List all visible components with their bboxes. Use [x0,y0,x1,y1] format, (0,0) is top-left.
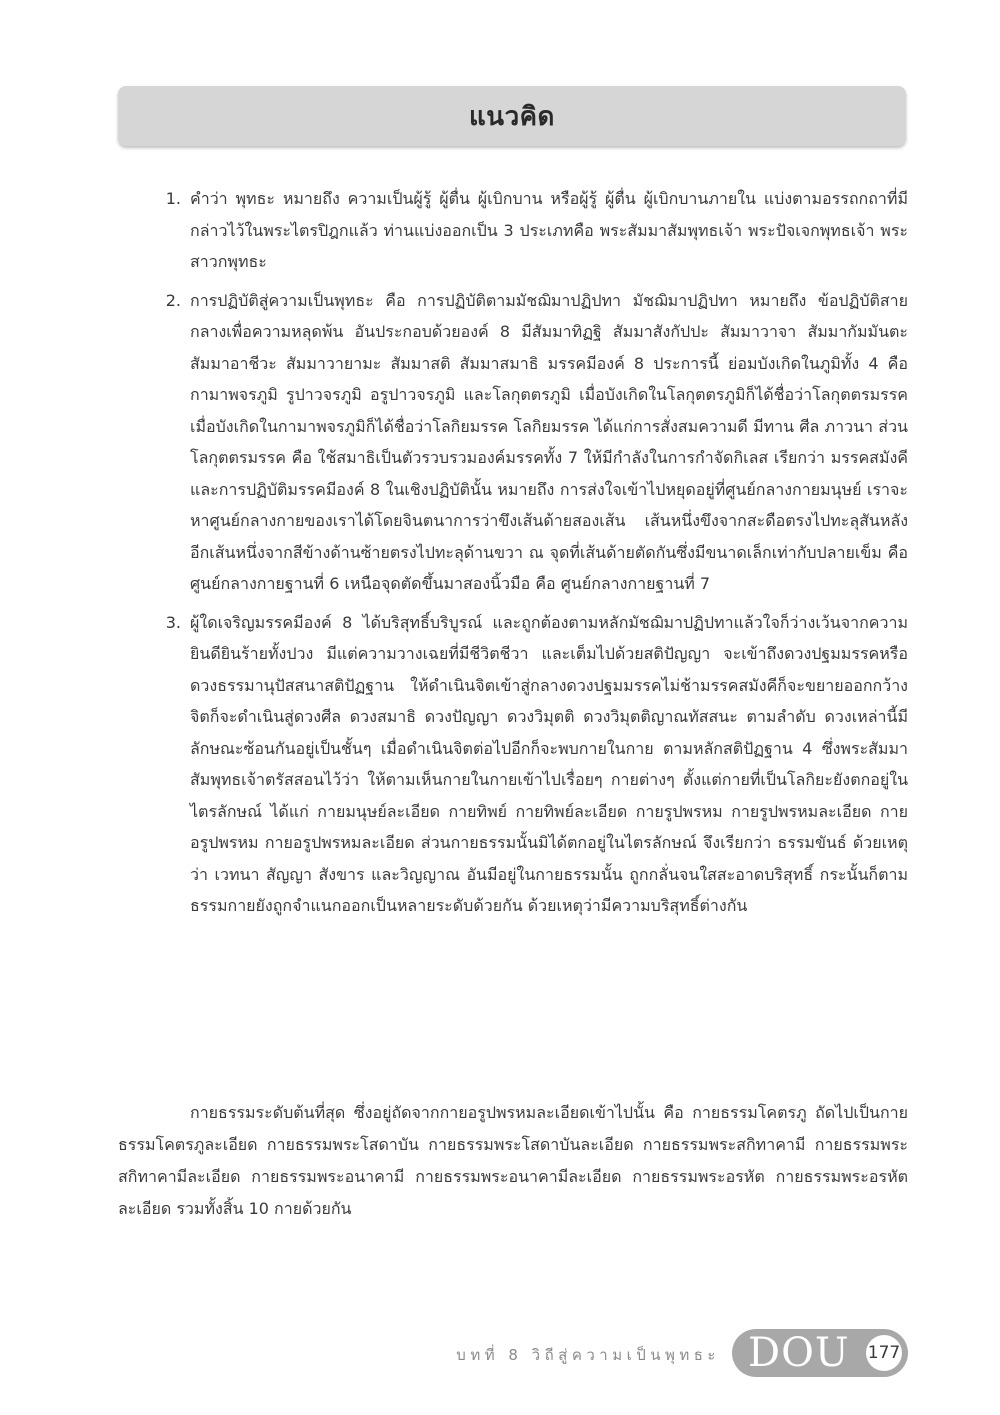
list-item-text: การปฏิบัติสู่ความเป็นพุทธะ คือ การปฏิบัติตามมัชฌิมาปฏิปทา มัชฌิมาปฏิปทา หมายถึง ข้อปฏิบัติสายกลางเพื่อความหลุดพ้น อันประกอบด้วยองค์ 8 มีสัมมาทิฏฐิ สัมมาสังกัปปะ สัมมาวาจา สัมมากัมมันตะ สัมมาอาชีวะ สัมมาวายามะ สัมมาสติ สัมมาสมาธิ มรรคมีองค์ 8 ประการนี้ ย่อมบังเกิดในภูมิทั้ง 4 คือ กามาพจรภูมิ รูปาวจรภูมิ อรูปาวจรภูมิ และโลกุตตรภูมิ เมื่อบังเกิดในโลกุตตรภูมิก็ได้ชื่อว่าโลกุตตรมรรค เมื่อบังเกิดในกามาพจรภูมิก็ได้ชื่อว่าโลกิยมรรค โลกิยมรรค ได้แก่การสั่งสมความดี มีทาน ศีล ภาวนา ส่วนโลกุตตรมรรค คือ ใช้สมาธิเป็นตัวรวบรวมองค์มรรคทั้ง 7 ให้มีกำลังในการกำจัดกิเลส เรียกว่า มรรคสมังคี และการปฏิบัติมรรคมีองค์ 8 ในเชิงปฏิบัตินั้น หมายถึง การส่งใจเข้าไปหยุดอยู่ที่ศูนย์กลางกายมนุษย์ เราจะหาศูนย์กลางกายของเราได้โดยจินตนาการว่าขึงเส้นด้ายสองเส้น เส้นหนึ่งขึงจากสะดือตรงไปทะลุสันหลัง อีกเส้นหนึ่งจากสีข้างด้านซ้ายตรงไปทะลุด้านขวา ณ จุดที่เส้นด้ายตัดกันซึ่งมีขนาดเล็กเท่ากับปลายเข็ม คือ ศูนย์กลางกายฐานที่ 6 เหนือจุดตัดขึ้นมาสองนิ้วมือ คือ ศูนย์กลางกายฐานที่ 7 [190,290,908,593]
section-title: แนวคิด [469,101,555,132]
list-item-text: ผู้ใดเจริญมรรคมีองค์ 8 ได้บริสุทธิ์บริบูรณ์ และถูกต้องตามหลักมัชฌิมาปฏิปทาแล้วใจก็ว่างเว้นจากความยินดียินร้ายทั้งปวง มีแต่ความวางเฉยที่มีชีวิตชีวา และเต็มไปด้วยสติปัญญา จะเข้าถึงดวงปฐมมรรคหรือ ดวงธรรมานุปัสสนาสติปัฏฐาน ให้ดำเนินจิตเข้าสู่กลางดวงปฐมมรรคไม่ช้ามรรคสมังคีก็จะขยายออกกว้าง จิตก็จะดำเนินสู่ดวงศีล ดวงสมาธิ ดวงปัญญา ดวงวิมุตติ ดวงวิมุตติญาณทัสสนะ ตามลำดับ ดวงเหล่านี้มีลักษณะซ้อนกันอยู่เป็นชั้นๆ เมื่อดำเนินจิตต่อไปอีกก็จะพบกายในกาย ตามหลักสติปัฏฐาน 4 ซึ่งพระสัมมาสัมพุทธเจ้าตรัสสอนไว้ว่า ให้ตามเห็นกายในกายเข้าไปเรื่อยๆ กายต่างๆ ตั้งแต่กายที่เป็นโลกิยะยังตกอยู่ในไตรลักษณ์ ได้แก่ กายมนุษย์ละเอียด กายทิพย์ กายทิพย์ละเอียด กายรูปพรหม กายรูปพรหมละเอียด กายอรูปพรหม กายอรูปพรหมละเอียด ส่วนกายธรรมนั้นมิได้ตกอยู่ในไตรลักษณ์ จึงเรียกว่า ธรรมขันธ์ ด้วยเหตุว่า เวทนา สัญญา สังขาร และวิญญาณ อันมีอยู่ในกายธรรมนั้น ถูกกลั่นจนใสสะอาดบริสุทธิ์ กระนั้นก็ตามธรรมกายยังถูกจำแนกออกเป็นหลายระดับด้วยกัน ด้วยเหตุว่ามีความบริสุทธิ์ต่างกัน [190,612,908,915]
list-item-text: คำว่า พุทธะ หมายถึง ความเป็นผู้รู้ ผู้ตื่น ผู้เบิกบาน หรือผู้รู้ ผู้ตื่น ผู้เบิกบานภายใน แบ่งตามอรรถกถาที่มีกล่าวไว้ในพระไตรปิฎกแล้ว ท่านแบ่งออกเป็น 3 ประเภทคือ พระสัมมาสัมพุทธเจ้า พระปัจเจกพุทธเจ้า พระสาวกพุทธะ [190,189,908,271]
footer-badge [732,1329,908,1377]
list-item-number: 3. [165,612,181,632]
footer-chapter-title: บทที่ 8 วิถีสู่ความเป็นพุทธะ [456,1346,720,1364]
section-header [118,86,906,146]
closing-paragraph: กายธรรมระดับต้นที่สุด ซึ่งอยู่ถัดจากกายอรูปพรหมละเอียดเข้าไปนั้น คือ กายธรรมโคตรภู ถัดไปเป็นกายธรรมโคตรภูละเอียด กายธรรมพระโสดาบัน กายธรรมพระโสดาบันละเอียด กายธรรมพระสกิทาคามี กายธรรมพระสกิทาคามีละเอียด กายธรรมพระอนาคามี กายธรรมพระอนาคามีละเอียด กายธรรมพระอรหัต กายธรรมพระอรหัตละเอียด รวมทั้งสิ้น 10 กายด้วยกัน [118,1103,908,1218]
list-item [150,183,908,278]
dou-logo: DOU [748,1330,850,1376]
concept-list [150,183,908,929]
page-number-circle [866,1335,902,1371]
page-number: 177 [867,1343,901,1363]
list-item-number: 1. [165,189,181,208]
list-item [150,607,908,922]
page-footer [420,1329,908,1377]
list-item [150,285,908,600]
list-item-number: 2. [165,290,181,310]
